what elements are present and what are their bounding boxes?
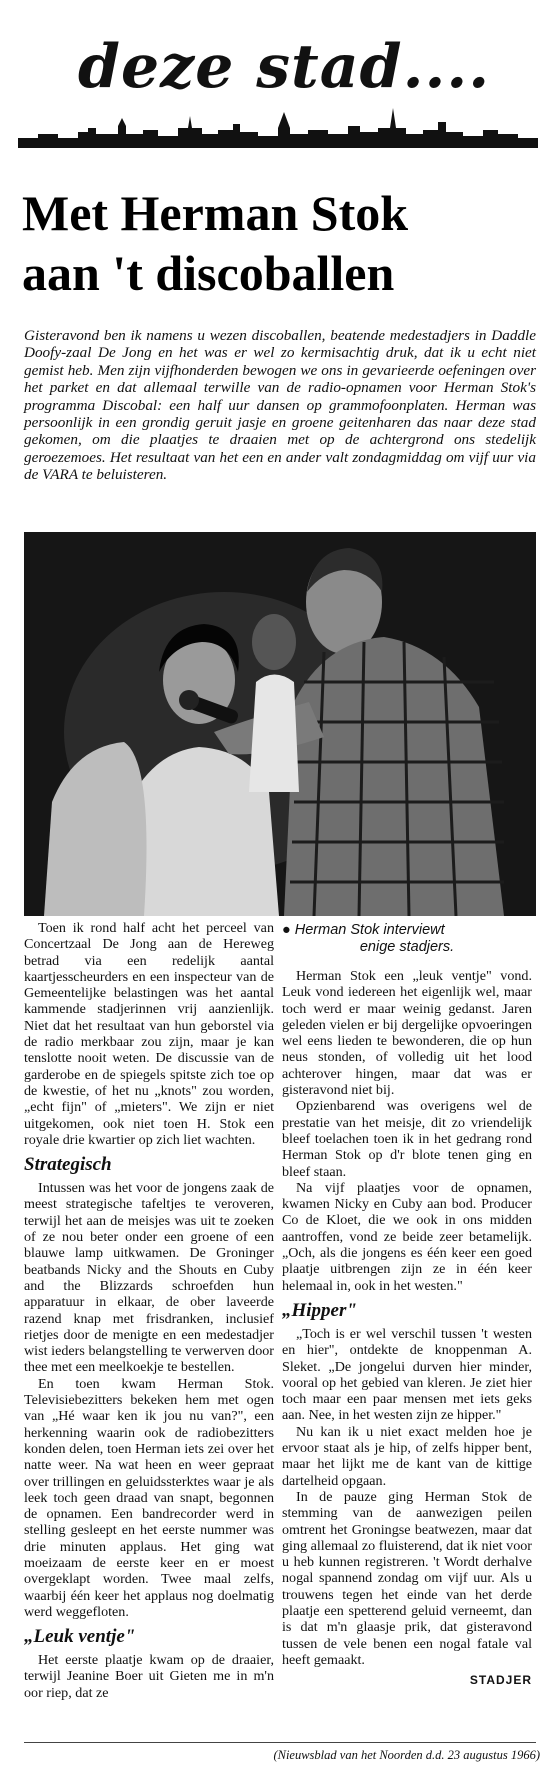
interview-photo (24, 532, 536, 916)
paragraph: Toen ik rond half acht het perceel van Concertzaal De Jong aan de Hereweg betrad via een redelijk aantal kaartjesscheurders en een inspecteur van de Gemeentelijke belastingen was het aantal kammende stadjerinnen vrij aanzienlijk. Niet dat het resultaat van hun geborstel via de radio merkbaar zou zijn, maar je kan tenslotte nooit weten. De discussie van de garderobe en de spiegels spitste zich toe op de kwestie, of het nu „knots" zou worden, „echt fijn" of „mieters". We zijn er niet uitgekomen, ook niet toen H. Stok een royale drie kwartier op zich liet wachten. (24, 920, 274, 1148)
masthead-title: deze stad.... (78, 32, 491, 102)
headline (22, 183, 534, 303)
subheading-leuk-ventje: „Leuk ventje" (24, 1626, 136, 1648)
paragraph: Opzienbarend was overigens wel de prestatie van het meisje, dit zo vriendelijk bleef toelachen toen ik in het gedrang rond Herman Stok op d'r blote tenen ging en bleef staan. (282, 1098, 532, 1180)
paragraph: „Toch is er wel verschil tussen 't westen en hier", ontdekte de knoppenman A. Sleket. „De jongelui durven hier minder, vooral op het gebied van kleren. Je ziet hier toch maar een paar mensen met iets geks aan. Nee, in het westen zijn ze hipper." (282, 1325, 532, 1424)
paragraph: In de pauze ging Herman Stok de stemming van de aanwezigen peilen omtrent het Groningse beatwezen, maar dat ging allemaal zo fluisterend, dat ik niet voor u heb kunnen registreren. 't Wordt derhalve nogal spannend zondag om vijf uur. Als u trouwens tegen het einde van het derde plaatje een spetterend geluid verneemt, dan is dat m'n glaasje prik, dat gisteravond tussen de vele benen een nogal fatale val heeft gemaakt. (282, 1488, 532, 1668)
headline-line-1: Met Herman Stok (22, 185, 409, 241)
bullet-icon: ● (282, 922, 291, 938)
subheading-hipper: „Hipper" (282, 1299, 357, 1321)
author-signature: STADJER (469, 1673, 532, 1688)
skyline-illustration (18, 108, 538, 148)
article-column-right (282, 920, 532, 1688)
intro-paragraph: Gisteravond ben ik namens u wezen discoballen, beatende medestadjers in Daddle Doofy-zaal De Jong en het was er wel zo kermisachtig druk, dat ik u echt niet gemist heb. Men zijn vijfhonderden bewogen we ons in gevarieerde oefeningen over het parket en dat allemaal terwille van de radio-opnamen voor Herman Stok's programma Discobal: een half uur dansen op grammofoonplaten. Herman was persoonlijk in een grondig geruit jasje en groene geitenharen das naar deze stad gekomen, om die plaatjes te draaien met op de achtergrond ons stedelijk geroezemoes. Het resultaat van het een en ander valt zondagmiddag om vijf uur via de VARA te beluisteren. (24, 327, 536, 484)
source-citation: (Nieuwsblad van het Noorden d.d. 23 augustus 1966) (273, 1748, 540, 1762)
paragraph: Herman Stok een „leuk ventje" vond. Leuk vond iedereen het eigenlijk wel, maar toch werd er maar weinig gedanst. Jaren geleden vielen er bij dergelijke opvoeringen wel eens lieden te bewonderen, die op hun neus stonden, of volledig uit het lood achterover hingen, maar dat was er gisteravond niet bij. (282, 968, 532, 1099)
masthead (18, 30, 538, 148)
article-column-left (24, 920, 274, 1701)
paragraph: En toen kwam Herman Stok. Televisiebezitters bekeken hem met ogen van „Hé waar ken ik jou nu van?", een herkenning waarin ook de radiobezitters konden delen, toen Herman iets zei over het natte weer. Na wat heen en weer gepraat over trillingen en geluidssterktes waar je als leek toch geen draad van snapt, begonnen de opnamen. Een bandrecorder werd in stelling gesleept en het eerste nummer was drie minuten applaus. Het ging wat moeizaam de eerste keer en er moest overgeklapt worden. Twee maal zelfs, waarbij één keer het applaus nog doelmatig werd weggefloten. (24, 1375, 274, 1620)
paragraph: Nu kan ik u niet exact melden hoe je ervoor staat als je hip, of zelfs hipper bent, maar het lijkt me de kant van de kittige dartelheid opgaan. (282, 1423, 532, 1489)
headline-line-2: aan 't discoballen (22, 245, 395, 301)
paragraph: Intussen was het voor de jongens zaak de meest strategische tafeltjes te veroveren, terwijl het aan de meisjes was uit te zoeken of ze nou beter onder een groene of een blauwe lamp uitkwamen. De Groninger beatbands Nicky and the Shouts en Cuby and the Blizzards schroefden hun apparatuur in elkaar, de ober laveerde razend knap met frisdranken, inclusief rietjes door de menigte en een medestadjer wist ieders belangstelling te verwerven door thee met een meelkoekje te bestellen. (24, 1180, 274, 1376)
paragraph: Na vijf plaatjes voor de opnamen, kwamen Nicky en Cuby aan bod. Producer Co de Kloet, die we ook in ons midden aantroffen, vond ze beide zeer betamelijk. „Och, als die jongens es één keer een goed plaatje uitbrengen zijn ze in één keer helemaal in, ook in het westen." (282, 1179, 532, 1294)
bottom-rule (24, 1742, 536, 1743)
subheading-strategisch: Strategisch (24, 1154, 112, 1176)
photo-caption: ● Herman Stok interviewt enige stadjers. (282, 922, 455, 955)
paragraph: Het eerste plaatje kwam op de draaier, terwijl Jeanine Boer uit Gieten me in m'n oor riep, dat ze (24, 1652, 274, 1701)
